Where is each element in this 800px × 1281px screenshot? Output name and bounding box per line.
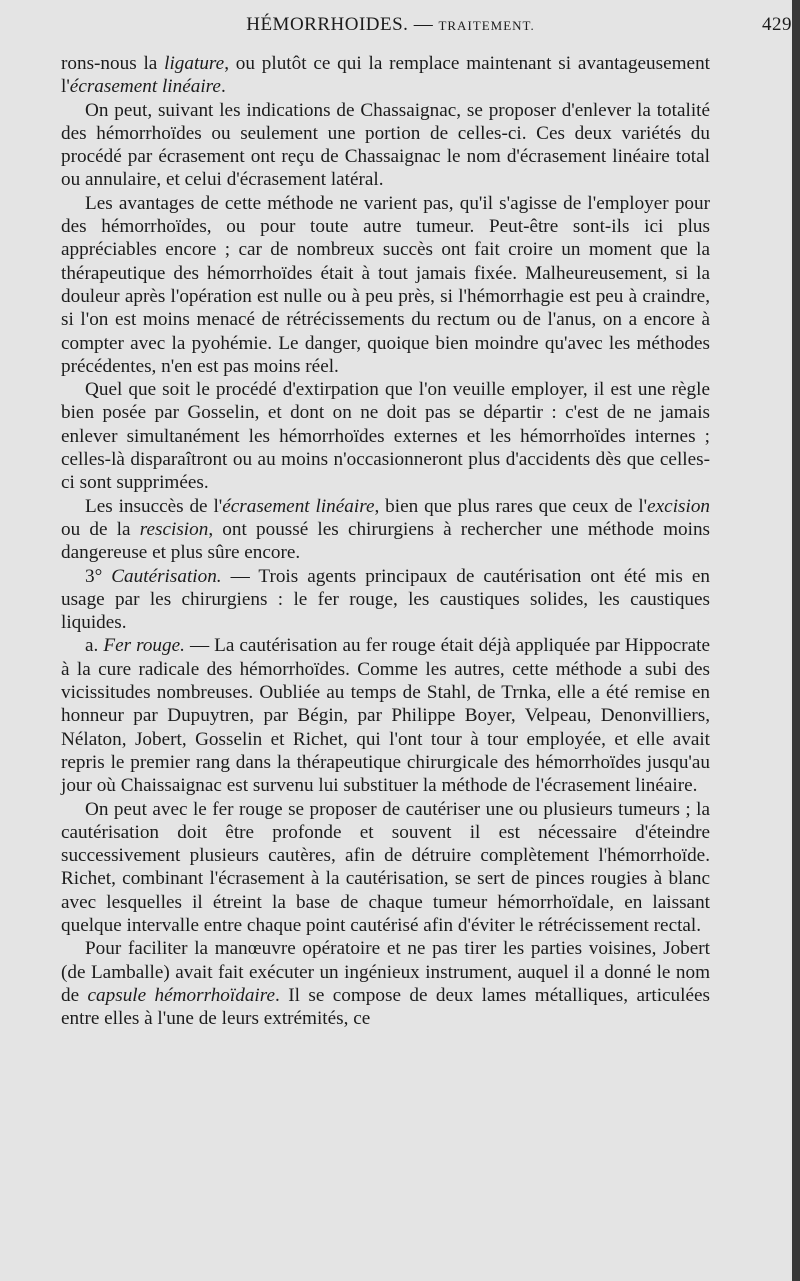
page-edge-shadow [792, 0, 800, 1281]
page-number: 429 [762, 14, 792, 35]
paragraph-8: On peut avec le fer rouge se proposer de cautériser une ou plusieurs tumeurs ; la cautérisation doit être profonde et souvent il est nécessaire d'éteindre successivement plusieurs cautères, afin de détruire complètement l'hémorrhoïde. Richet, combinant l'écrasement à la cautérisation, se sert de pinces rougies à blanc avec lesquelles il étreint la base de chaque tumeur hémorrhoïdale, en laissant quelque intervalle entre chaque point cautérisé afin d'éviter le rétrécissement rectal. [61, 798, 710, 936]
paragraph-5: Les insuccès de l'écrasement linéaire, bien que plus rares que ceux de l'excision ou de la rescision, ont poussé les chirurgiens à rechercher une méthode moins dangereuse et plus sûre encore. [61, 495, 711, 564]
paragraph-9: Pour faciliter la manœuvre opératoire et ne pas tirer les parties voisines, Jobert (de Lamballe) avait fait exécuter un ingénieux instrument, auquel il a donné le nom de capsule hémorrhoïdaire. Il se compose de deux lames métalliques, articulées entre elles à l'une de leurs extrémités, ce [61, 938, 710, 1030]
body-text [61, 52, 710, 1030]
header-title: HÉMORRHOIDES. — TRAITEMENT. [246, 14, 535, 35]
paragraph-1: rons-nous la ligature, ou plutôt ce qui la remplace maintenant si avantageusement l'écrasement linéaire. [61, 53, 710, 98]
paragraph-3: Les avantages de cette méthode ne varient pas, qu'il s'agisse de l'employer pour des hémorrhoïdes, ou pour toute autre tumeur. Peut-être sont-ils ici plus appréciables encore ; car de nombreux succès ont fait croire un moment que la thérapeutique des hémorrhoïdes était à tout jamais fixée. Malheureusement, si la douleur après l'opération est nulle ou à peu près, si l'hémorrhagie est peu à craindre, si l'on est moins menacé de rétrécissements du rectum ou de l'anus, on a encore à compter avec la pyohémie. Le danger, quoique bien moindre qu'avec les méthodes précédentes, n'en est pas moins réel. [61, 192, 710, 377]
header-subtitle: TRAITEMENT. [438, 18, 535, 33]
running-header [61, 14, 792, 44]
section-cauterisation: 3° Cautérisation. — Trois agents principaux de cautérisation ont été mis en usage par les chirurgiens : le fer rouge, les caustiques solides, les caustiques liquides. [61, 565, 710, 634]
paragraph-4: Quel que soit le procédé d'extirpation que l'on veuille employer, il est une règle bien posée par Gosselin, et dont on ne doit pas se départir : c'est de ne jamais enlever simultanément les hémorrhoïdes externes et les hémorrhoïdes internes ; celles-là disparaîtront ou au moins n'occasionneront plus d'accidents dès que celles-ci sont supprimées. [61, 379, 710, 494]
subsection-fer-rouge: a. Fer rouge. — La cautérisation au fer rouge était déjà appliquée par Hippocrate à la cure radicale des hémorrhoïdes. Comme les autres, cette méthode a subi des vicissitudes nombreuses. Oubliée au temps de Stahl, de Trnka, elle a été remise en honneur par Dupuytren, par Bégin, par Philippe Boyer, Velpeau, Denonvilliers, Nélaton, Jobert, Gosselin et Richet, qui l'ont tour à tour employée, et elle avait repris le premier rang dans la thérapeutique chirurgicale des hémorrhoïdes jusqu'au jour où Chaissaignac est survenu lui substituer la méthode de l'écrasement linéaire. [61, 635, 710, 797]
paragraph-2: On peut, suivant les indications de Chassaignac, se proposer d'enlever la totalité des hémorrhoïdes ou seulement une portion de celles-ci. Ces deux variétés du procédé par écrasement ont reçu de Chassaignac le nom d'écrasement linéaire total ou annulaire, et celui d'écrasement latéral. [61, 99, 710, 191]
